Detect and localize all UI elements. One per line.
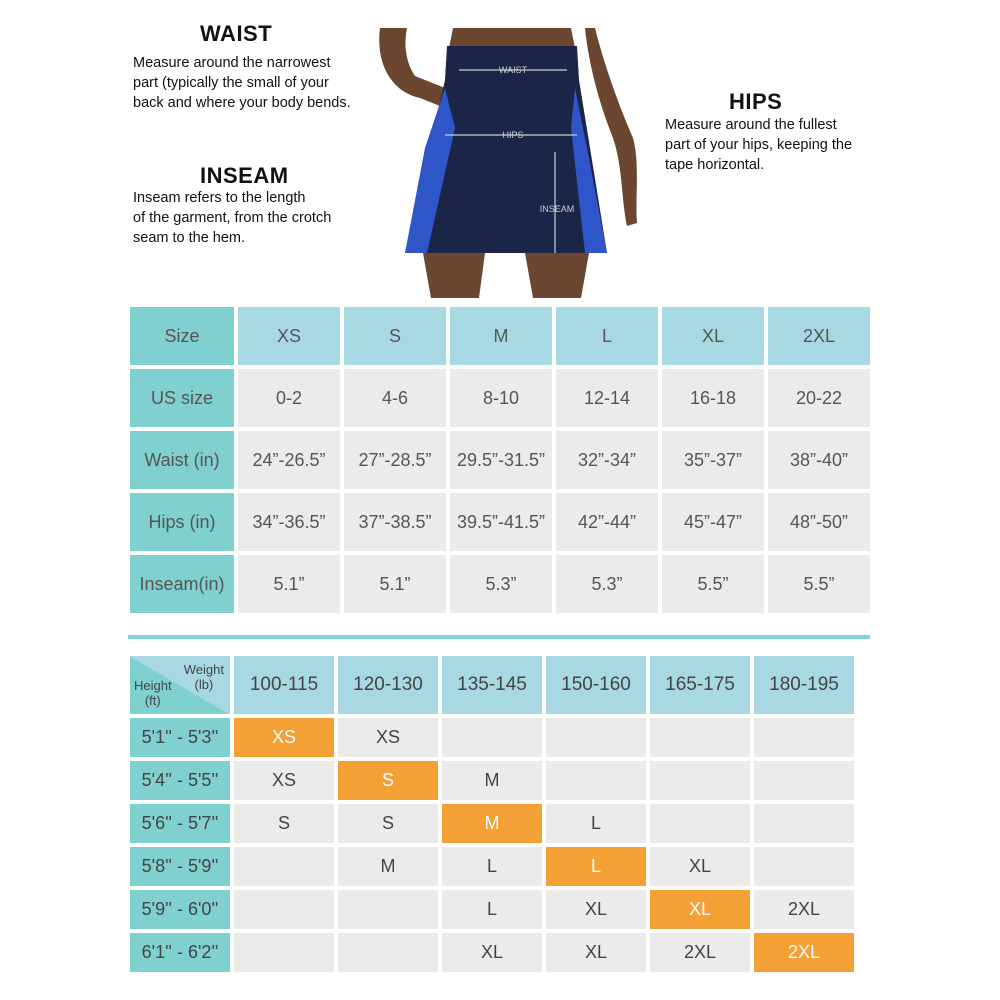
size-chart-cell: 24”-26.5”: [238, 431, 340, 489]
size-cell: [754, 847, 854, 886]
weight-label-text: Weight (lb): [183, 662, 224, 692]
size-chart-row: [130, 555, 870, 613]
size-chart-header-cell: S: [344, 307, 446, 365]
size-chart-cell: 4-6: [344, 369, 446, 427]
size-chart-cell: 5.1”: [238, 555, 340, 613]
size-chart-header-cell: XS: [238, 307, 340, 365]
size-chart-cell: 42”-44”: [556, 493, 658, 551]
size-chart-header: [130, 307, 870, 365]
hips-description: Measure around the fullest part of your hips, keeping the tape horizontal.: [665, 117, 853, 173]
size-chart-row: [130, 369, 870, 427]
size-cell: [754, 761, 854, 800]
size-chart: [126, 303, 874, 617]
size-cell: [754, 804, 854, 843]
weight-range-header: 180-195: [754, 656, 854, 714]
size-cell: L: [442, 847, 542, 886]
hw-row: [130, 718, 854, 757]
size-chart-header-cell: Size: [130, 307, 234, 365]
recommended-size-cell: XL: [650, 890, 750, 929]
height-weight-chart: [126, 652, 858, 976]
size-cell: 2XL: [650, 933, 750, 972]
size-cell: 2XL: [754, 890, 854, 929]
size-chart-cell: 12-14: [556, 369, 658, 427]
height-range-label: 5'8'' - 5'9'': [130, 847, 230, 886]
hw-header-row: [130, 656, 854, 714]
hw-row: [130, 847, 854, 886]
hw-corner-cell: [130, 656, 230, 714]
size-chart-cell: 34”-36.5”: [238, 493, 340, 551]
size-cell: L: [442, 890, 542, 929]
recommended-size-cell: L: [546, 847, 646, 886]
size-chart-cell: 38”-40”: [768, 431, 870, 489]
size-chart-cell: 5.5”: [662, 555, 764, 613]
size-cell: XS: [234, 761, 334, 800]
size-cell: XL: [442, 933, 542, 972]
size-cell: [650, 804, 750, 843]
recommended-size-cell: XS: [234, 718, 334, 757]
size-cell: XS: [338, 718, 438, 757]
size-chart-cell: 39.5”-41.5”: [450, 493, 552, 551]
hw-row: [130, 761, 854, 800]
size-chart-cell: 5.5”: [768, 555, 870, 613]
weight-axis-label: [184, 662, 224, 692]
weight-range-header: 120-130: [338, 656, 438, 714]
recommended-size-cell: M: [442, 804, 542, 843]
size-chart-header-cell: L: [556, 307, 658, 365]
size-chart-cell: 5.3”: [556, 555, 658, 613]
inseam-title: INSEAM: [200, 163, 289, 188]
inseam-description: Inseam refers to the length of the garment, from the crotch seam to the hem.: [133, 190, 332, 246]
size-chart-cell: 8-10: [450, 369, 552, 427]
size-cell: L: [546, 804, 646, 843]
height-range-label: 5'4'' - 5'5'': [130, 761, 230, 800]
weight-range-header: 135-145: [442, 656, 542, 714]
size-chart-cell: 48”-50”: [768, 493, 870, 551]
size-chart-row: [130, 493, 870, 551]
size-chart-row-label: Inseam(in): [130, 555, 234, 613]
hw-row: [130, 933, 854, 972]
recommended-size-cell: 2XL: [754, 933, 854, 972]
figure-hips-label: HIPS: [502, 130, 524, 140]
size-chart-cell: 27”-28.5”: [344, 431, 446, 489]
size-cell: S: [234, 804, 334, 843]
size-chart-cell: 16-18: [662, 369, 764, 427]
hw-row: [130, 890, 854, 929]
size-cell: [546, 718, 646, 757]
size-chart-row-label: Hips (in): [130, 493, 234, 551]
size-chart-cell: 37”-38.5”: [344, 493, 446, 551]
size-cell: M: [442, 761, 542, 800]
size-cell: [546, 761, 646, 800]
height-range-label: 5'9'' - 6'0'': [130, 890, 230, 929]
size-cell: XL: [650, 847, 750, 886]
height-range-label: 5'6'' - 5'7'': [130, 804, 230, 843]
height-range-label: 5'1'' - 5'3'': [130, 718, 230, 757]
figure-waist-label: WAIST: [498, 65, 528, 75]
size-cell: [442, 718, 542, 757]
size-chart-header-cell: M: [450, 307, 552, 365]
waist-title: WAIST: [200, 21, 273, 46]
size-chart-row: [130, 431, 870, 489]
size-chart-header-cell: XL: [662, 307, 764, 365]
weight-range-header: 100-115: [234, 656, 334, 714]
height-axis-label: [134, 678, 172, 708]
size-chart-cell: 20-22: [768, 369, 870, 427]
height-label-text: Height (ft): [134, 678, 172, 708]
size-cell: XL: [546, 933, 646, 972]
size-cell: [234, 933, 334, 972]
recommended-size-cell: S: [338, 761, 438, 800]
size-cell: [338, 890, 438, 929]
size-chart-header-cell: 2XL: [768, 307, 870, 365]
waist-description: Measure around the narrowest part (typically the small of your back and where your body bends.: [133, 55, 351, 111]
size-cell: [754, 718, 854, 757]
size-chart-cell: 5.3”: [450, 555, 552, 613]
size-cell: [234, 890, 334, 929]
size-chart-cell: 45”-47”: [662, 493, 764, 551]
size-cell: [338, 933, 438, 972]
hips-title: HIPS: [729, 89, 783, 114]
size-chart-row-label: US size: [130, 369, 234, 427]
size-cell: XL: [546, 890, 646, 929]
size-cell: [650, 761, 750, 800]
size-chart-row-label: Waist (in): [130, 431, 234, 489]
size-chart-cell: 0-2: [238, 369, 340, 427]
figure-inseam-label: INSEAM: [539, 204, 575, 214]
hw-row: [130, 804, 854, 843]
weight-range-header: 150-160: [546, 656, 646, 714]
size-chart-cell: 29.5”-31.5”: [450, 431, 552, 489]
size-chart-cell: 5.1”: [344, 555, 446, 613]
section-divider: [128, 635, 870, 639]
skirt-model-image: [375, 28, 645, 298]
size-chart-cell: 35”-37”: [662, 431, 764, 489]
size-cell: [650, 718, 750, 757]
size-cell: M: [338, 847, 438, 886]
size-cell: [234, 847, 334, 886]
size-chart-cell: 32”-34”: [556, 431, 658, 489]
height-range-label: 6'1'' - 6'2'': [130, 933, 230, 972]
weight-range-header: 165-175: [650, 656, 750, 714]
size-cell: S: [338, 804, 438, 843]
